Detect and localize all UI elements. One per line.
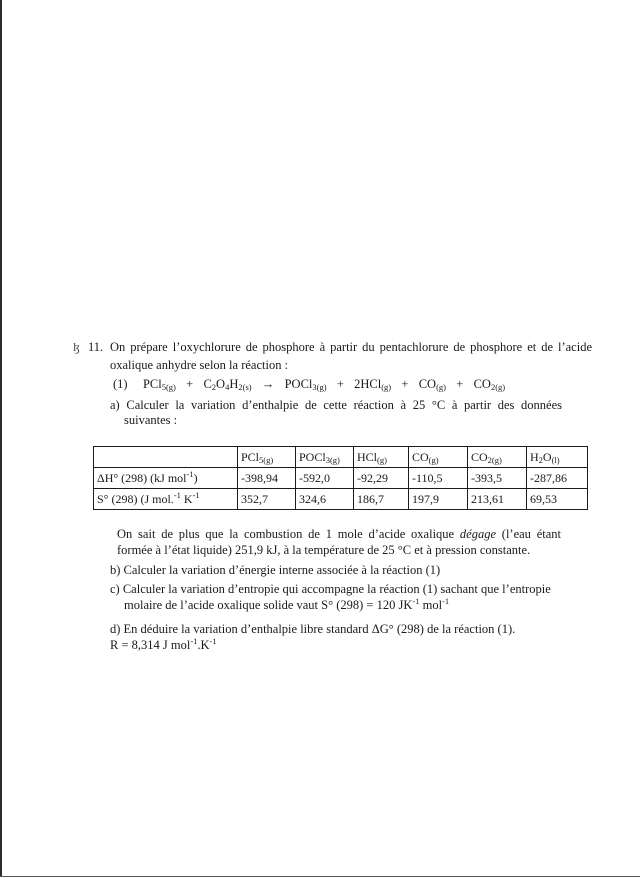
table-cell: 186,7 [354, 489, 409, 510]
sub-2s: 2(s) [238, 382, 252, 392]
table-cell: 213,61 [468, 489, 527, 510]
reaction-label: (1) [113, 377, 128, 391]
table-cell: -92,29 [354, 468, 409, 489]
combustion-text: On sait de plus que la combustion de 1 mole d’acide oxalique [117, 527, 455, 541]
intro-text-1: On prépare l’oxychlorure de phosphore à partir du pentachlorure de phosphore et de l’acide [110, 340, 592, 354]
table-row-entropy [94, 489, 588, 510]
row-label-enthalpy: ΔH° (298) (kJ mol$^{-1}$) [94, 468, 238, 489]
margin-pen-mark: ɮ [73, 340, 80, 354]
sup-minus-one: -1 [190, 636, 198, 646]
table-row-enthalpy [94, 468, 588, 489]
gas-constant-text: R = 8,314 J mol [110, 638, 191, 652]
sup-minus-one: -1 [209, 636, 217, 646]
table-cell: 197,9 [409, 489, 468, 510]
table-cell: -592,0 [296, 468, 354, 489]
combustion-line1 [117, 527, 561, 542]
product-pocl3: POCl [284, 377, 313, 391]
table-cell: 69,53 [527, 489, 588, 510]
combustion-line2: formée à l’état liquide) 251,9 kJ, à la température de 25 °C et à pression constante. [117, 543, 531, 557]
reaction-arrow: → [261, 377, 275, 391]
question-intro-line1 [88, 340, 592, 355]
combustion-text-end: (l’eau étant [501, 527, 561, 541]
question-number: 11. [88, 340, 104, 354]
plus-sign: + [336, 377, 344, 391]
gas-constant-unit: .K [197, 638, 210, 652]
part-c-line1: c) Calculer la variation d’entropie qui accompagne la réaction (1) sachant que l’entropie [110, 582, 551, 596]
plus-sign: + [456, 377, 464, 391]
header-hcl: HCl$_{(g)}$ [354, 447, 409, 468]
product-co: CO [418, 377, 437, 391]
table-cell: 352,7 [238, 489, 296, 510]
reactant-oxalic-h: H [229, 377, 239, 391]
header-pcl5: PCl$_{5(g)}$ [238, 447, 296, 468]
table-corner-cell [94, 447, 238, 468]
product-co2: CO [473, 377, 491, 391]
thermo-data-table [93, 446, 588, 510]
table-cell: 324,6 [296, 489, 354, 510]
part-b: b) Calculer la variation d’énergie interne associée à la réaction (1) [110, 563, 441, 577]
header-co: $CO_{(g)}$ [409, 447, 468, 468]
product-pocl3-sub: 3(g) [312, 382, 327, 392]
part-a-line1: a) Calculer la variation d’enthalpie de cette réaction à 25 °C à partir des données [110, 398, 562, 412]
sub-4: 4 [225, 382, 230, 392]
gas-constant [110, 638, 217, 653]
header-co2: $CO_{2(g)}$ [468, 447, 527, 468]
product-hcl: 2HCl [354, 377, 382, 391]
combustion-italic-word: dégage [459, 527, 496, 541]
part-d-line1: d) En déduire la variation d’enthalpie libre standard ΔG° (298) de la réaction (1). [110, 622, 516, 636]
part-c-unit: mol [419, 598, 443, 612]
product-co-sub: (g) [436, 382, 446, 392]
header-h2o: $H_2O_{(l)}$ [527, 447, 588, 468]
part-a-line2: suivantes : [124, 413, 178, 427]
reactant-oxalic-o: O [216, 377, 226, 391]
sup-minus-one: -1 [442, 596, 450, 606]
page-left-edge [0, 0, 2, 877]
plus-sign: + [186, 377, 194, 391]
question-intro-line2: oxalique anhydre selon la réaction : [110, 358, 289, 372]
table-header-row [94, 447, 588, 468]
product-hcl-sub: (g) [381, 382, 392, 392]
reactant-oxalic-c: C [203, 377, 212, 391]
product-co2-sub: 2(g) [490, 382, 506, 392]
table-cell: -398,94 [238, 468, 296, 489]
sub-2a: 2 [211, 382, 217, 392]
part-c-line2 [124, 598, 449, 613]
table-cell: -393,5 [468, 468, 527, 489]
table-cell: -287,86 [527, 468, 588, 489]
part-c-text: molaire de l’acide oxalique solide vaut S° (298) = 120 JK [124, 598, 413, 612]
row-label-entropy: S° (298) (J mol.$^{-1}$ $K^{-1}$ [94, 489, 238, 510]
reaction-equation [113, 377, 505, 392]
table-cell: -110,5 [409, 468, 468, 489]
sup-minus-one: -1 [412, 596, 420, 606]
reactant-pcl5: PCl [142, 377, 162, 391]
plus-sign: + [401, 377, 409, 391]
reactant-pcl5-sub: 5(g) [161, 382, 176, 392]
header-pocl3: POCl$_{3(g)}$ [296, 447, 354, 468]
